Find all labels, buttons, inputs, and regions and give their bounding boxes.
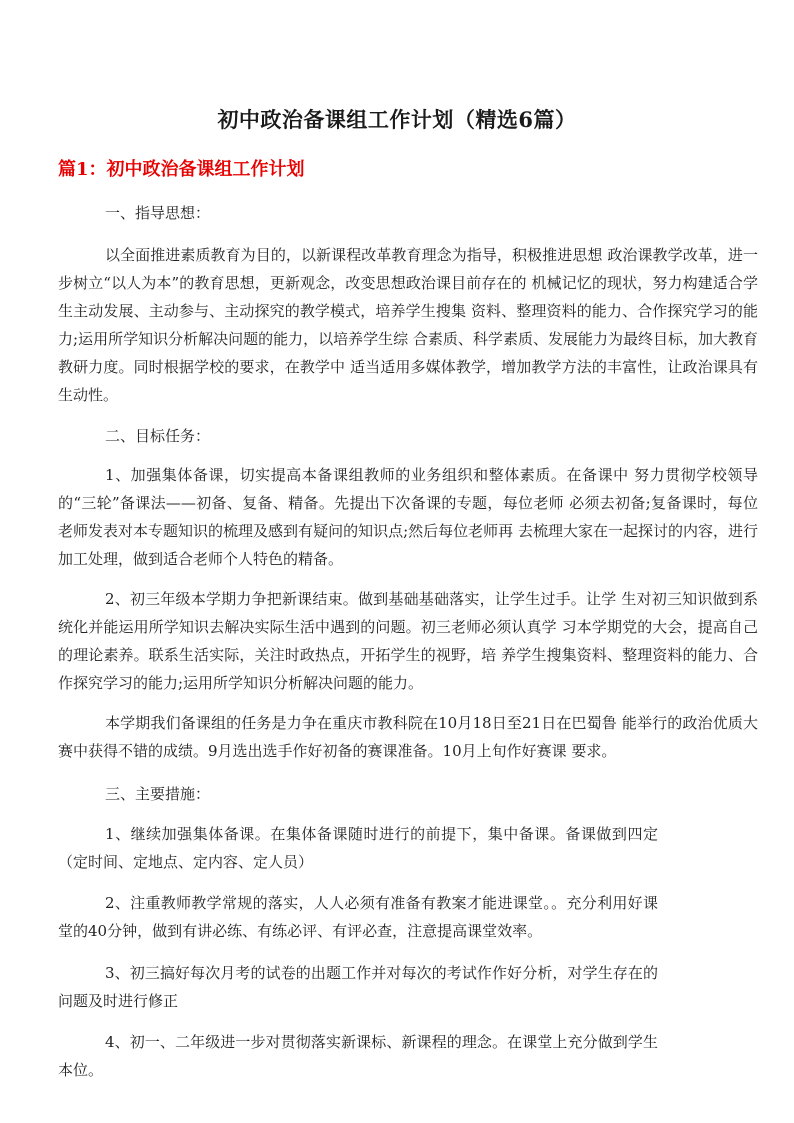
section-subtitle: 篇1：初中政治备课组工作计划 bbox=[58, 159, 305, 180]
paragraph-measure-1: 1、继续加强集体备课。在集体备课随时进行的前提下，集中备课。备课做到四定（定时间、定地点、定内容、定人员） bbox=[58, 825, 658, 871]
paragraph-goal-2: 2、初三年级本学期力争把新课结束。做到基础基础落实，让学生过手。让学 生对初三知识做到系统化并能运用所学知识去解决实际生活中遇到的问题。初三老师必须认真学 习本学期党的大会，提高自己的理论素养。联系生活实际，关注时政热点，开拓学生的视野，培 养学生搜集资料、整理资料的能力、合作探究学习的能力;运用所学知识分析解决问题的能力。 bbox=[58, 590, 758, 692]
section-heading-goals: 二、目标任务： bbox=[105, 427, 211, 445]
paragraph-guiding-ideology: 以全面推进素质教育为目的，以新课程改革教育理念为指导，积极推进思想 政治课教学改革，进一步树立“以人为本”的教育思想，更新观念，改变思想政治课目前存在的 机械记忆的现状，努力构建适合学生主动发展、主动参与、主动探究的教学模式，培养学生搜集 资料、整理资料的能力、合作探究学习的能力;运用所学知识分析解决问题的能力，以培养学生综 合素质、科学素质、发展能力为最终目标，加大教育教研力度。同时根据学校的要求，在教学中 适当适用多媒体教学，增加教学方法的丰富性，让政治课具有生动性。 bbox=[58, 246, 758, 404]
paragraph-measure-3: 3、初三搞好每次月考的试卷的出题工作并对每次的考试作作好分析，对学生存在的问题及时进行修正 bbox=[58, 964, 658, 1010]
paragraph-goal-3: 本学期我们备课组的任务是力争在重庆市教科院在10月18日至21日在巴蜀鲁 能举行的政治优质大赛中获得不错的成绩。9月选出选手作好初备的赛课准备。10月上旬作好赛课 要求。 bbox=[58, 714, 758, 760]
paragraph-measure-2: 2、注重教师教学常规的落实，人人必须有准备有教案才能进课堂。。充分利用好课堂的40分钟，做到有讲必练、有练必评、有评必查，注意提高课堂效率。 bbox=[58, 894, 658, 940]
document-title: 初中政治备课组工作计划（精选6篇） bbox=[217, 107, 577, 132]
paragraph-measure-4: 4、初一、二年级进一步对贯彻落实新课标、新课程的理念。在课堂上充分做到学生本位。 bbox=[58, 1033, 658, 1079]
section-heading-measures: 三、主要措施： bbox=[105, 785, 211, 803]
section-heading-guiding-ideology: 一、指导思想： bbox=[105, 204, 211, 222]
paragraph-goal-1: 1、加强集体备课，切实提高本备课组教师的业务组织和整体素质。在备课中 努力贯彻学校领导的“三轮”备课法——初备、复备、精备。先提出下次备课的专题，每位老师 必须去初备;复备课时，每位老师发表对本专题知识的梳理及感到有疑问的知识点;然后每位老师再 去梳理大家在一起探讨的内容，进行加工处理，做到适合老师个人特色的精备。 bbox=[58, 466, 758, 568]
